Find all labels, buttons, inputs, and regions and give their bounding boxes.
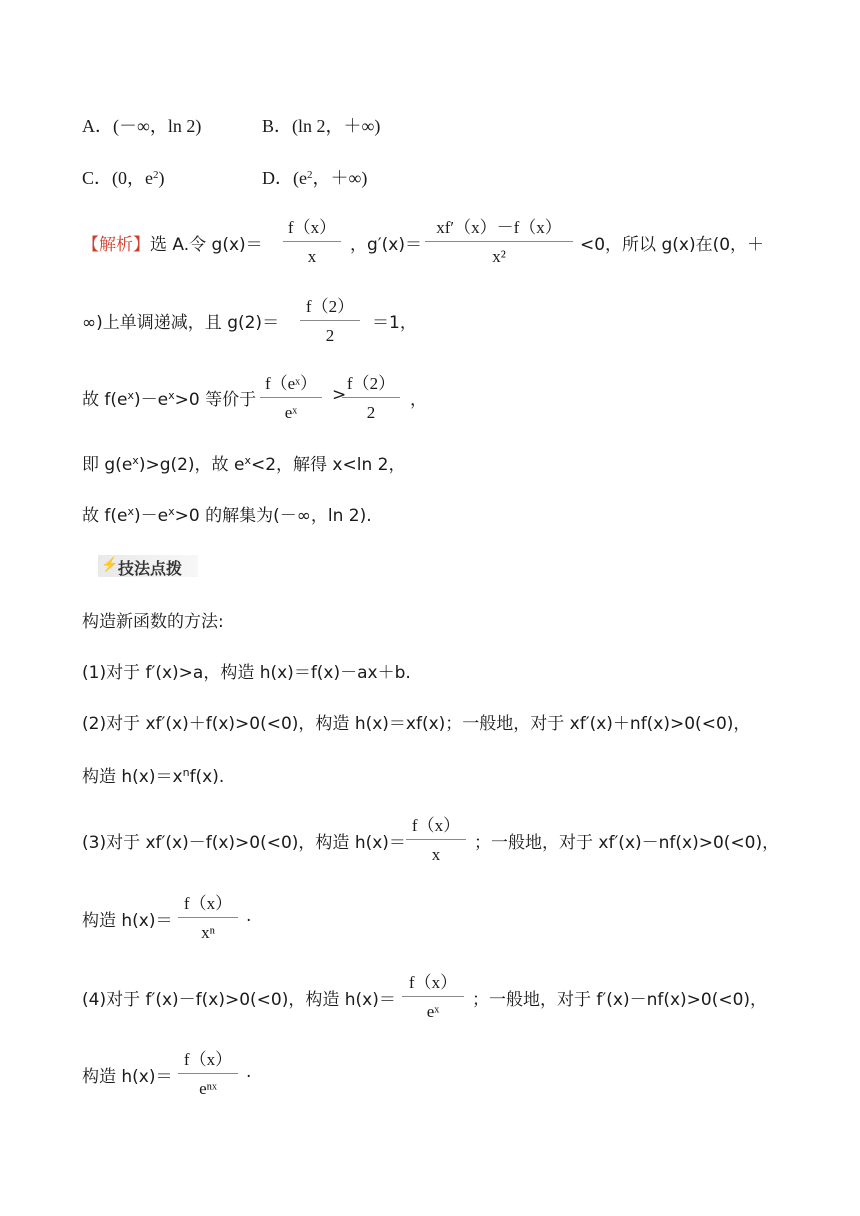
fraction-numerator: f（x） (411, 816, 461, 835)
method-1: (1)对于 f′(x)>a，构造 h(x)＝f(x)－ax＋b. (82, 663, 411, 683)
method-3-end: ；一般地，对于 xf′(x)－nf(x)>0(<0)， (474, 833, 780, 853)
method-4b-end: . (246, 1062, 252, 1082)
fraction-denominator: x (307, 247, 317, 266)
fraction-g-2 (300, 292, 360, 346)
method-3b-end: . (246, 906, 252, 926)
fraction-numerator: f（x） (183, 894, 233, 913)
fraction-m3a (406, 811, 466, 865)
option-d-exponent: 2 (306, 169, 313, 181)
method-4-end: ；一般地，对于 f′(x)－nf(x)>0(<0)， (472, 990, 768, 1010)
option-d-close: ，＋∞) (312, 168, 368, 188)
fraction-numerator: f（x） (183, 1050, 233, 1069)
fraction-denominator: xⁿ (201, 923, 215, 942)
fraction-numerator: f（2） (346, 374, 396, 393)
exponent: x (132, 454, 139, 467)
option-c-close: ) (158, 168, 165, 188)
fraction-numerator: f（2） (305, 297, 355, 316)
option-c (82, 164, 165, 190)
exponent: x (127, 505, 134, 518)
analysis-l5-mid: )－e (134, 506, 169, 526)
analysis-l4-mid: )>g(2)，故 e (138, 455, 245, 475)
option-d (262, 164, 367, 190)
analysis-l3-tail: ， (410, 390, 427, 410)
fraction-f-ex (260, 369, 322, 423)
method-2-line-2 (82, 762, 224, 787)
fraction-denominator: eˣ (284, 403, 298, 422)
option-a (82, 112, 201, 138)
fraction-denominator: 2 (325, 326, 335, 345)
exponent: x (127, 389, 134, 402)
analysis-l1-mid: ，g′(x)＝ (350, 235, 422, 255)
analysis-tag: 【解析】 (82, 235, 150, 255)
option-d-value: (e (293, 168, 307, 188)
analysis-l5-start: 故 f(e (82, 506, 128, 526)
analysis-l4-end: <2，解得 x<ln 2， (250, 455, 406, 475)
fraction-g-derivative (425, 213, 573, 267)
method-3-start: (3)对于 xf′(x)－f(x)>0(<0)，构造 h(x)＝ (82, 833, 406, 853)
tips-intro: 构造新函数的方法: (82, 612, 224, 632)
analysis-line-4 (82, 450, 405, 475)
tips-title: 技法点拨 (118, 559, 183, 578)
option-b-value: (ln 2，＋∞) (292, 116, 381, 136)
method-3b-start: 构造 h(x)＝ (82, 911, 173, 931)
analysis-l3-gt: > (332, 385, 347, 405)
option-d-label: D． (262, 168, 293, 188)
fraction-denominator: 2 (366, 403, 376, 422)
analysis-line-3 (82, 385, 256, 410)
analysis-l2-end: ＝1， (372, 313, 417, 333)
option-c-value: (0，e (112, 168, 153, 188)
exponent: x (244, 454, 251, 467)
option-b (262, 112, 380, 138)
analysis-line-5 (82, 501, 372, 526)
option-a-label: A． (82, 116, 113, 136)
fraction-denominator: eˣ (426, 1002, 440, 1021)
fraction-numerator: f（x） (287, 218, 337, 237)
analysis-l3-mid: )－e (134, 390, 169, 410)
fraction-m4a (402, 968, 464, 1022)
fraction-f2-over-2 (342, 369, 400, 423)
fraction-g-def (283, 213, 341, 267)
option-a-value: (－∞，ln 2) (113, 116, 202, 136)
analysis-l2-start: ∞)上单调递减，且 g(2)＝ (82, 313, 280, 333)
fraction-numerator: f（eˣ） (264, 374, 318, 393)
method-4b-start: 构造 h(x)＝ (82, 1067, 173, 1087)
analysis-l3-end: >0 等价于 (174, 390, 257, 410)
option-c-label: C． (82, 168, 113, 188)
option-c-exponent: 2 (153, 169, 159, 181)
fraction-m3b (178, 889, 238, 943)
analysis-l4-start: 即 g(e (82, 455, 133, 475)
option-b-label: B． (262, 116, 293, 136)
fraction-denominator: x² (492, 247, 506, 266)
analysis-l5-end: >0 的解集为(－∞，ln 2). (174, 506, 372, 526)
analysis-l3-start: 故 f(e (82, 390, 128, 410)
method-2b-start: 构造 h(x)＝x (82, 767, 183, 787)
fraction-m4b (178, 1045, 238, 1099)
analysis-l1-end: <0，所以 g(x)在(0，＋ (580, 235, 765, 255)
fraction-numerator: f（x） (408, 973, 458, 992)
analysis-l1-start: 选 A.令 g(x)＝ (150, 235, 263, 255)
method-2b-end: f(x). (189, 767, 225, 787)
fraction-denominator: eⁿˣ (199, 1079, 217, 1098)
method-4-start: (4)对于 f′(x)－f(x)>0(<0)，构造 h(x)＝ (82, 990, 396, 1010)
fraction-numerator: xf′（x）－f（x） (436, 218, 562, 237)
exponent: x (168, 505, 175, 518)
lightning-icon: ⚡ (101, 558, 119, 573)
method-2-line-1: (2)对于 xf′(x)＋f(x)>0(<0)，构造 h(x)＝xf(x)；一般地，对于 xf′(x)＋nf(x)>0(<0)， (82, 714, 751, 734)
analysis-line-1 (82, 230, 263, 255)
exponent: n (182, 766, 190, 779)
fraction-denominator: x (431, 845, 441, 864)
exponent: x (168, 389, 175, 402)
